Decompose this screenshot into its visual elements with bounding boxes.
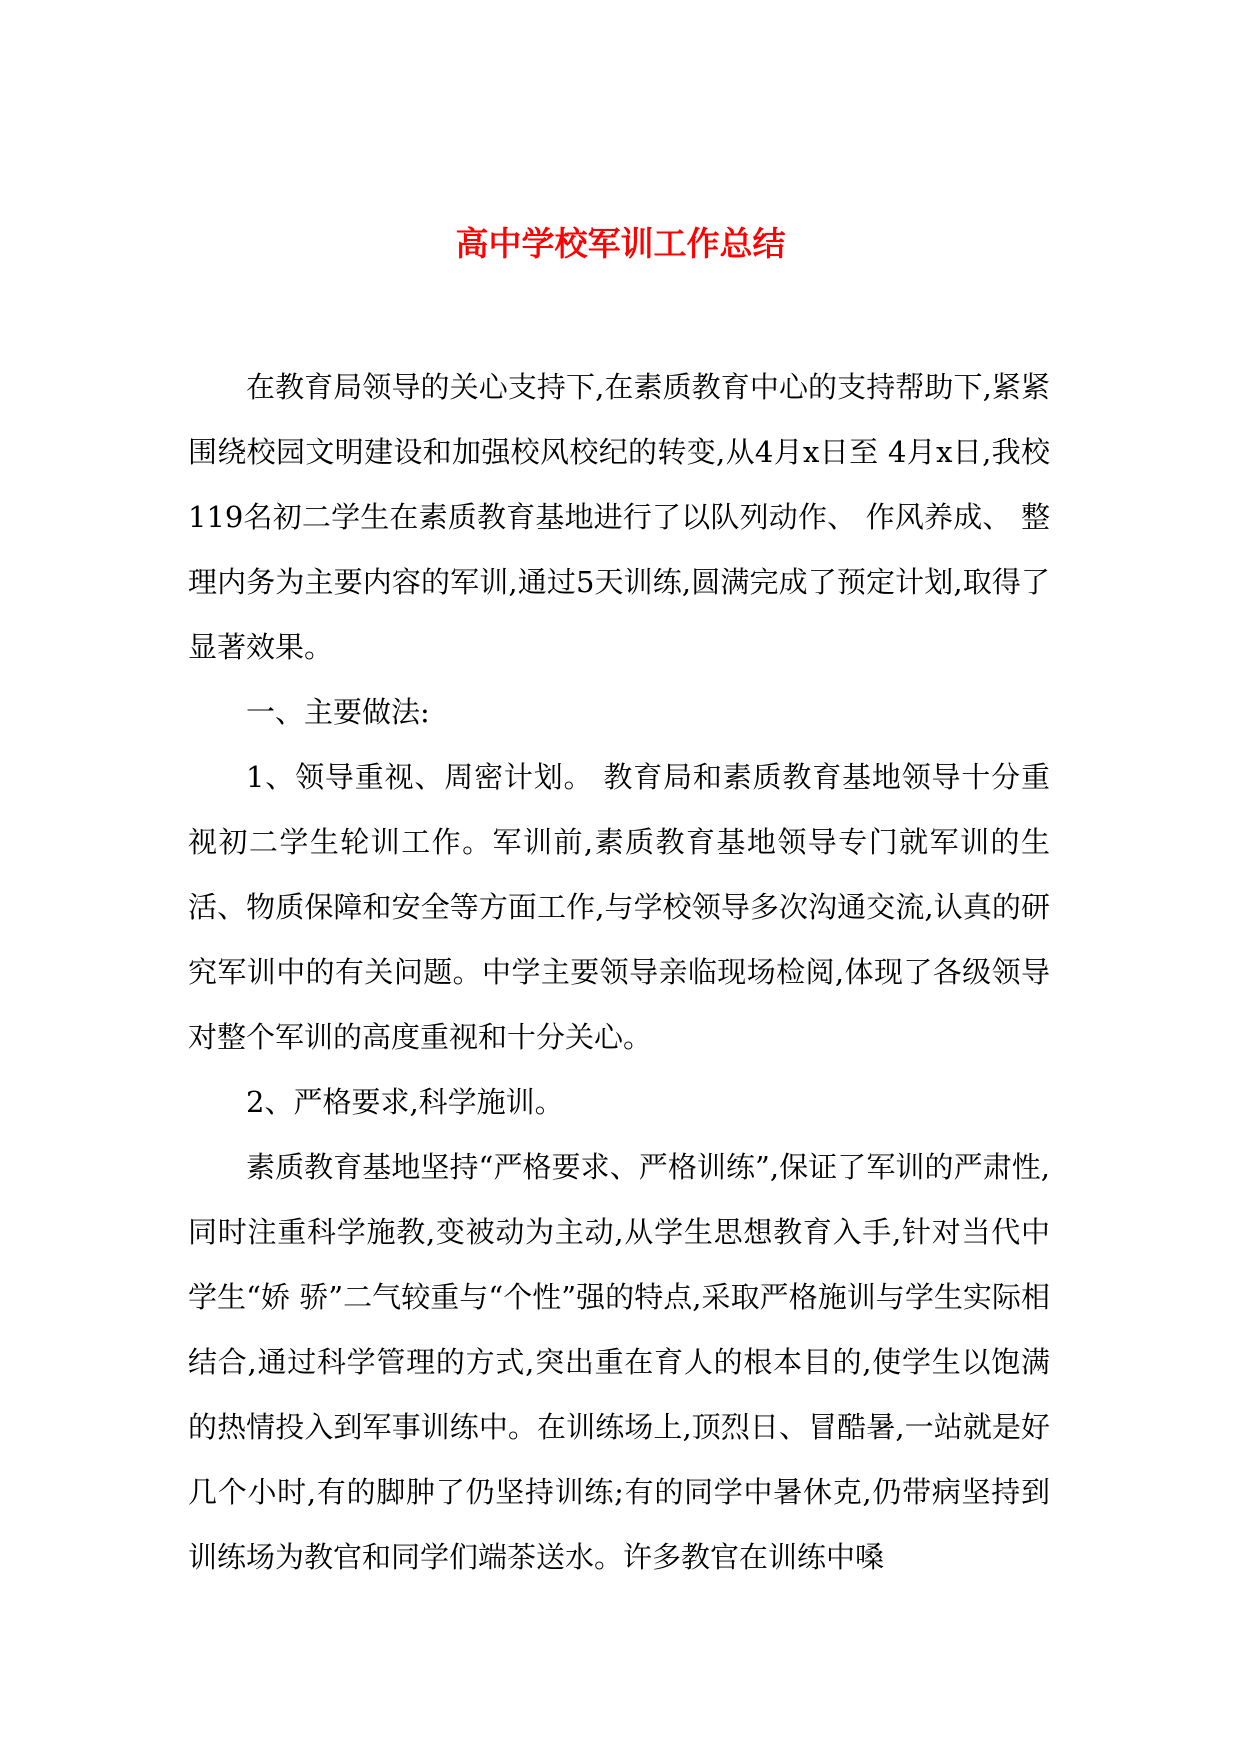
- paragraph-training-details: 素质教育基地坚持“严格要求、严格训练”,保证了军训的严肃性,同时注重科学施教,变被动为主动,从学生思想教育入手,针对当代中学生“娇 骄”二气较重与“个性”强的特点,采取严格施训与学生实际相结合,通过科学管理的方式,突出重在育人的根本目的,使学生以饱满的热情投入到军事训练中。在训练场上,顶烈日、冒酷暑,一站就是好几个小时,有的脚肿了仍坚持训练;有的同学中暑休克,仍带病坚持到 训练场为教官和同学们端茶送水。许多教官在训练中嗓: [188, 1150, 1050, 1574]
- document-body: [188, 355, 1050, 1590]
- document-title: 高中学校军训工作总结: [455, 224, 786, 263]
- section-heading-main-practices: 一、主要做法:: [246, 695, 430, 729]
- subheading-strict-training: 2、严格要求,科学施训。: [246, 1085, 564, 1119]
- paragraph-intro: 在教育局领导的关心支持下,在素质教育中心的支持帮助下,紧紧围绕校园文明建设和加强校风校纪的转变,从4月x日至 4月x日,我校119名初二学生在素质教育基地进行了以队列动作、 作风养成、 整理内务为主要内容的军训,通过5天训练,圆满完成了预定计划,取得了显著效果。: [188, 370, 1050, 664]
- paragraph-leadership: 1、领导重视、周密计划。 教育局和素质教育基地领导十分重视初二学生轮训工作。军训前,素质教育基地领导专门就军训的生活、物质保障和安全等方面工作,与学校领导多次沟通交流,认真的研究军训中的有关问题。中学主要领导亲临现场检阅,体现了各级领导对整个军训的高度重视和十分关心。: [188, 760, 1050, 1054]
